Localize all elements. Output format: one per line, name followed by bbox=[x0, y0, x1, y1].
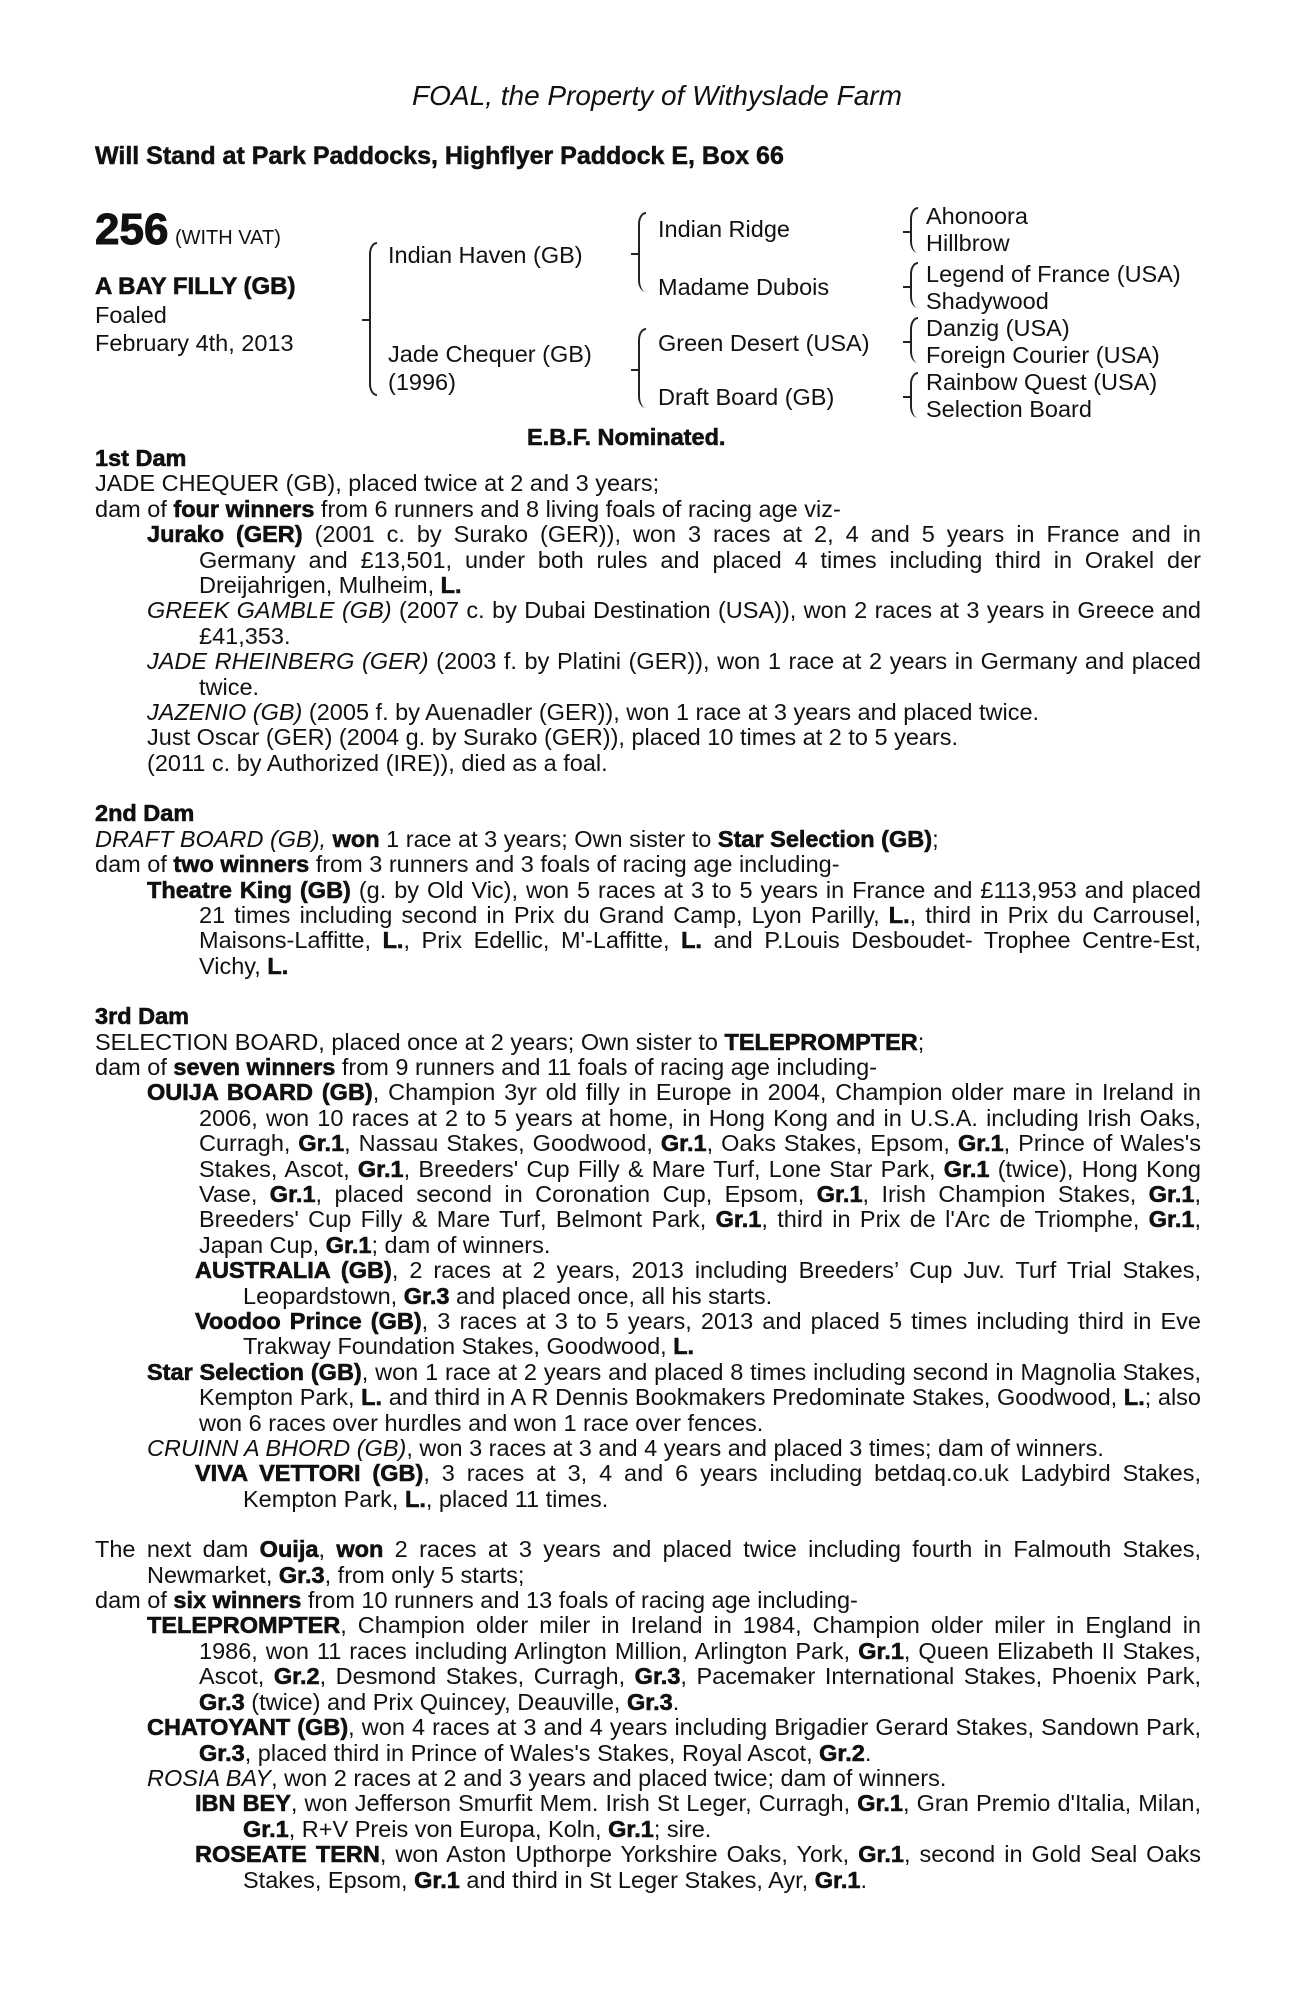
next-dam-line1: The next dam Ouija, won 2 races at 3 years and placed twice including fourth in Falmouth Stakes, Newmarket, Gr.3, from only 5 starts; bbox=[95, 1536, 1201, 1588]
produce-greek-gamble: GREEK GAMBLE (GB) (2007 c. by Dubai Destination (USA)), won 2 races at 3 years in Greece and £41,353. bbox=[147, 597, 1201, 649]
gg-8: Selection Board bbox=[926, 396, 1092, 422]
produce-teleprompter: TELEPROMPTER, Champion older miler in Ireland in 1984, Champion older miler in England in 1986, won 11 races including Arlington Million, Arlington Park, Gr.1, Queen Elizabeth II Stakes, Ascot, Gr.2, Desmond Stakes, Curragh, Gr.3, Pacemaker International Stakes, Phoenix Park, Gr.3 (twice) and Prix Quincey, Deauville, Gr.3. bbox=[147, 1612, 1202, 1715]
produce-jazenio: JAZENIO (GB) (2005 f. by Auenadler (GER)), won 1 race at 3 years and placed twice. bbox=[147, 699, 1040, 726]
gg-1: Ahonoora bbox=[926, 203, 1028, 229]
produce-jurako: Jurako (GER) (2001 c. by Surako (GER)), won 3 races at 2, 4 and 5 years in France and in Germany and £13,501, under both rules and placed 4 times including third in Orakel der Dreijahrigen, Mulheim, L. bbox=[147, 521, 1202, 599]
third-dam-line2: dam of seven winners from 9 runners and 11 foals of racing age including- bbox=[95, 1053, 878, 1080]
gg-7: Rainbow Quest (USA) bbox=[926, 369, 1158, 395]
dam-name: Jade Chequer (GB) bbox=[388, 341, 592, 367]
produce-just-oscar: Just Oscar (GER) (2004 g. by Surako (GER)), placed 10 times at 2 to 5 years. bbox=[147, 724, 959, 751]
sire-dam: Madame Dubois bbox=[658, 274, 830, 300]
pedigree-brace-gg2 bbox=[910, 262, 918, 308]
produce-rosia-bay: ROSIA BAY, won 2 races at 2 and 3 years and placed twice; dam of winners. bbox=[147, 1764, 947, 1791]
pedigree-brace-gg3 bbox=[910, 317, 918, 363]
produce-chatoyant: CHATOYANT (GB), won 4 races at 3 and 4 years including Brigadier Gerard Stakes, Sandown Park, Gr.3, placed third in Prince of Wales's Stakes, Royal Ascot, Gr.2. bbox=[147, 1714, 1201, 1766]
lot-description: A BAY FILLY (GB) bbox=[95, 273, 296, 300]
dam-dam: Draft Board (GB) bbox=[658, 384, 835, 410]
next-dam-line2: dam of six winners from 10 runners and 13 foals of racing age including- bbox=[95, 1587, 858, 1614]
second-dam-line2: dam of two winners from 3 runners and 3 foals of racing age including- bbox=[95, 851, 840, 878]
sire-sire: Indian Ridge bbox=[658, 216, 790, 242]
first-dam-heading: 1st Dam bbox=[95, 445, 187, 471]
gg-2: Hillbrow bbox=[926, 230, 1010, 256]
pedigree-brace-gg4 bbox=[910, 372, 918, 418]
stand-location: Will Stand at Park Paddocks, Highflyer Paddock E, Box 66 bbox=[95, 142, 784, 170]
produce-australia: AUSTRALIA (GB), 2 races at 2 years, 2013 including Breeders’ Cup Juv. Turf Trial Stakes, Leopardstown, Gr.3 and placed once, all his starts. bbox=[195, 1257, 1202, 1309]
lot-number-line bbox=[95, 206, 281, 254]
vat-label: (WITH VAT) bbox=[174, 227, 281, 249]
second-dam-heading: 2nd Dam bbox=[95, 800, 195, 827]
produce-ibn-bey: IBN BEY, won Jefferson Smurfit Mem. Irish St Leger, Curragh, Gr.1, Gran Premio d'Italia, Milan, Gr.1, R+V Preis von Europa, Koln, Gr.1; sire. bbox=[195, 1790, 1201, 1842]
gg-5: Danzig (USA) bbox=[926, 315, 1070, 341]
pedigree-brace-gg1 bbox=[910, 207, 918, 253]
foaled-date: February 4th, 2013 bbox=[95, 330, 294, 356]
pedigree-notes bbox=[95, 446, 1201, 1893]
gg-4: Shadywood bbox=[926, 288, 1049, 314]
second-dam-line1: DRAFT BOARD (GB), won 1 race at 3 years; Own sister to Star Selection (GB); bbox=[95, 825, 939, 852]
foaled-label: Foaled bbox=[95, 302, 167, 328]
third-dam-line1: SELECTION BOARD, placed once at 2 years; Own sister to TELEPROMPTER; bbox=[95, 1028, 925, 1055]
pedigree-brace-main bbox=[369, 242, 377, 396]
produce-voodoo-prince: Voodoo Prince (GB), 3 races at 3 to 5 years, 2013 and placed 5 times including third in Eve Trakway Foundation Stakes, Goodwood, L. bbox=[195, 1308, 1201, 1360]
dam-year: (1996) bbox=[388, 369, 456, 395]
gg-3: Legend of France (USA) bbox=[926, 261, 1181, 287]
dam-sire: Green Desert (USA) bbox=[658, 330, 870, 356]
first-dam-line2: dam of four winners from 6 runners and 8 living foals of racing age viz- bbox=[95, 495, 841, 522]
produce-roseate-tern: ROSEATE TERN, won Aston Upthorpe Yorkshire Oaks, York, Gr.1, second in Gold Seal Oaks Stakes, Epsom, Gr.1 and third in St Leger Stakes, Ayr, Gr.1. bbox=[195, 1841, 1202, 1893]
produce-theatre-king: Theatre King (GB) (g. by Old Vic), won 5 races at 3 to 5 years in France and £113,953 and placed 21 times including second in Prix du Grand Camp, Lyon Parilly, L., third in Prix du Carrousel, Maisons-Laffitte, L., Prix Edellic, M'-Laffitte, L. and P.Louis Desboudet- Trophee Centre-Est, Vichy, L. bbox=[147, 876, 1201, 979]
produce-jade-rheinberg: JADE RHEINBERG (GER) (2003 f. by Platini (GER)), won 1 race at 2 years in Germany and placed twice. bbox=[147, 648, 1201, 700]
page-title: FOAL, the Property of Withyslade Farm bbox=[412, 80, 902, 111]
produce-viva-vettori: VIVA VETTORI (GB), 3 races at 3, 4 and 6 years including betdaq.co.uk Ladybird Stakes, Kempton Park, L., placed 11 times. bbox=[195, 1460, 1201, 1512]
lot-number: 256 bbox=[95, 205, 169, 254]
produce-cruinn-a-bhord: CRUINN A BHORD (GB), won 3 races at 3 and 4 years and placed 3 times; dam of winners. bbox=[147, 1435, 1104, 1462]
first-dam-line1: JADE CHEQUER (GB), placed twice at 2 and 3 years; bbox=[95, 470, 660, 497]
produce-star-selection: Star Selection (GB), won 1 race at 2 years and placed 8 times including second in Magnolia Stakes, Kempton Park, L. and third in A R Dennis Bookmakers Predominate Stakes, Goodwood, L.; also won 6 races over hurdles and won 1 race over fences. bbox=[147, 1358, 1202, 1436]
pedigree-brace-sire bbox=[638, 212, 646, 292]
gg-6: Foreign Courier (USA) bbox=[926, 342, 1160, 368]
third-dam-heading: 3rd Dam bbox=[95, 1003, 190, 1030]
produce-ouija-board: OUIJA BOARD (GB), Champion 3yr old filly in Europe in 2004, Champion older mare in Ireland in 2006, won 10 races at 2 to 5 years at home, in Hong Kong and in U.S.A. including Irish Oaks, Curragh, Gr.1, Nassau Stakes, Goodwood, Gr.1, Oaks Stakes, Epsom, Gr.1, Prince of Wales's Stakes, Ascot, Gr.1, Breeders' Cup Filly & Mare Turf, Lone Star Park, Gr.1 (twice), Hong Kong Vase, Gr.1, placed second in Coronation Cup, Epsom, Gr.1, Irish Champion Stakes, Gr.1, Breeders' Cup Filly & Mare Turf, Belmont Park, Gr.1, third in Prix de l'Arc de Triomphe, Gr.1, Japan Cup, Gr.1; dam of winners. bbox=[147, 1079, 1202, 1258]
ebf-nominated: E.B.F. Nominated. bbox=[527, 424, 726, 450]
produce-2011-colt: (2011 c. by Authorized (IRE)), died as a foal. bbox=[147, 749, 608, 776]
sire-name: Indian Haven (GB) bbox=[388, 242, 583, 268]
pedigree-brace-dam bbox=[638, 328, 646, 408]
